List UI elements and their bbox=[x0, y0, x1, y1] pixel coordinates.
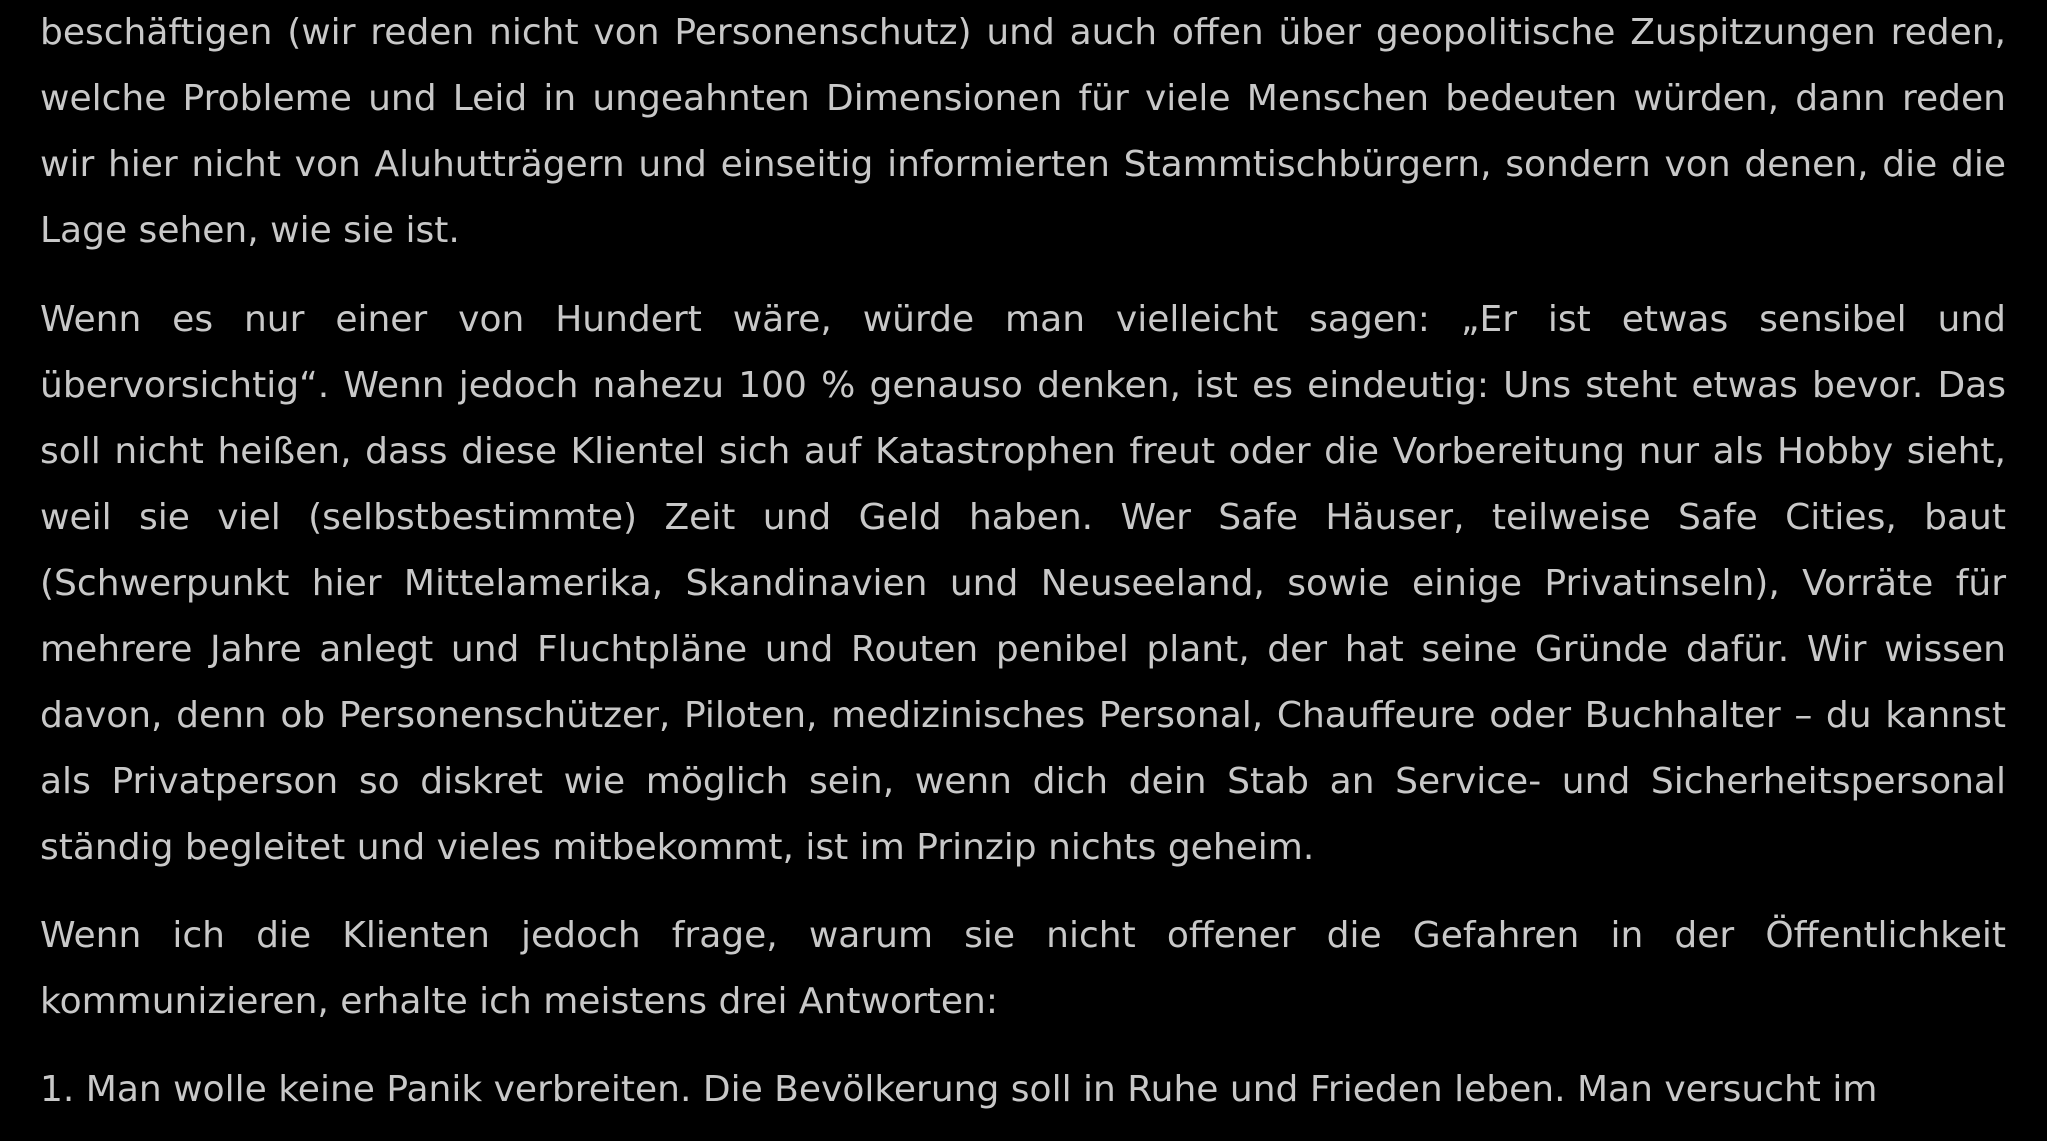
list-item-paragraph: 1. Man wolle keine Panik verbreiten. Die Bevölkerung soll in Ruhe und Frieden leben. Man versucht im bbox=[40, 1069, 1878, 1110]
paragraph: Wenn ich die Klienten jedoch frage, warum sie nicht offener die Gefahren in der Öffentlichkeit kommunizieren, erhalte ich meistens drei Antworten: bbox=[40, 915, 2006, 1022]
paragraph: beschäftigen (wir reden nicht von Personenschutz) und auch offen über geopolitische Zuspitzungen reden, welche Probleme und Leid in ungeahnten Dimensionen für viele Menschen bedeuten würden, dann reden wir hier nicht von Aluhutträgern und einseitig informierten Stammtischbürgern, sondern von denen, die die Lage sehen, wie sie ist. bbox=[40, 12, 2006, 251]
paragraph: Wenn es nur einer von Hundert wäre, würde man vielleicht sagen: „Er ist etwas sensibel und übervorsichtig“. Wenn jedoch nahezu 100 % genauso denken, ist es eindeutig: Uns steht etwas bevor. Das soll nicht heißen, dass diese Klientel sich auf Katastrophen freut oder die Vorbereitung nur als Hobby sieht, weil sie viel (selbstbestimmte) Zeit und Geld haben. Wer Safe Häuser, teilweise Safe Cities, baut (Schwerpunkt hier Mittelamerika, Skandinavien und Neuseeland, sowie einige Privatinseln), Vorräte für mehrere Jahre anlegt und Fluchtpläne und Routen penibel plant, der hat seine Gründe dafür. Wir wissen davon, denn ob Personenschützer, Piloten, medizinisches Personal, Chauffeure oder Buchhalter – du kannst als Privatperson so diskret wie möglich sein, wenn dich dein Stab an Service- und Sicherheitspersonal ständig begleitet und vieles mitbekommt, ist im Prinzip nichts geheim. bbox=[40, 299, 2006, 868]
